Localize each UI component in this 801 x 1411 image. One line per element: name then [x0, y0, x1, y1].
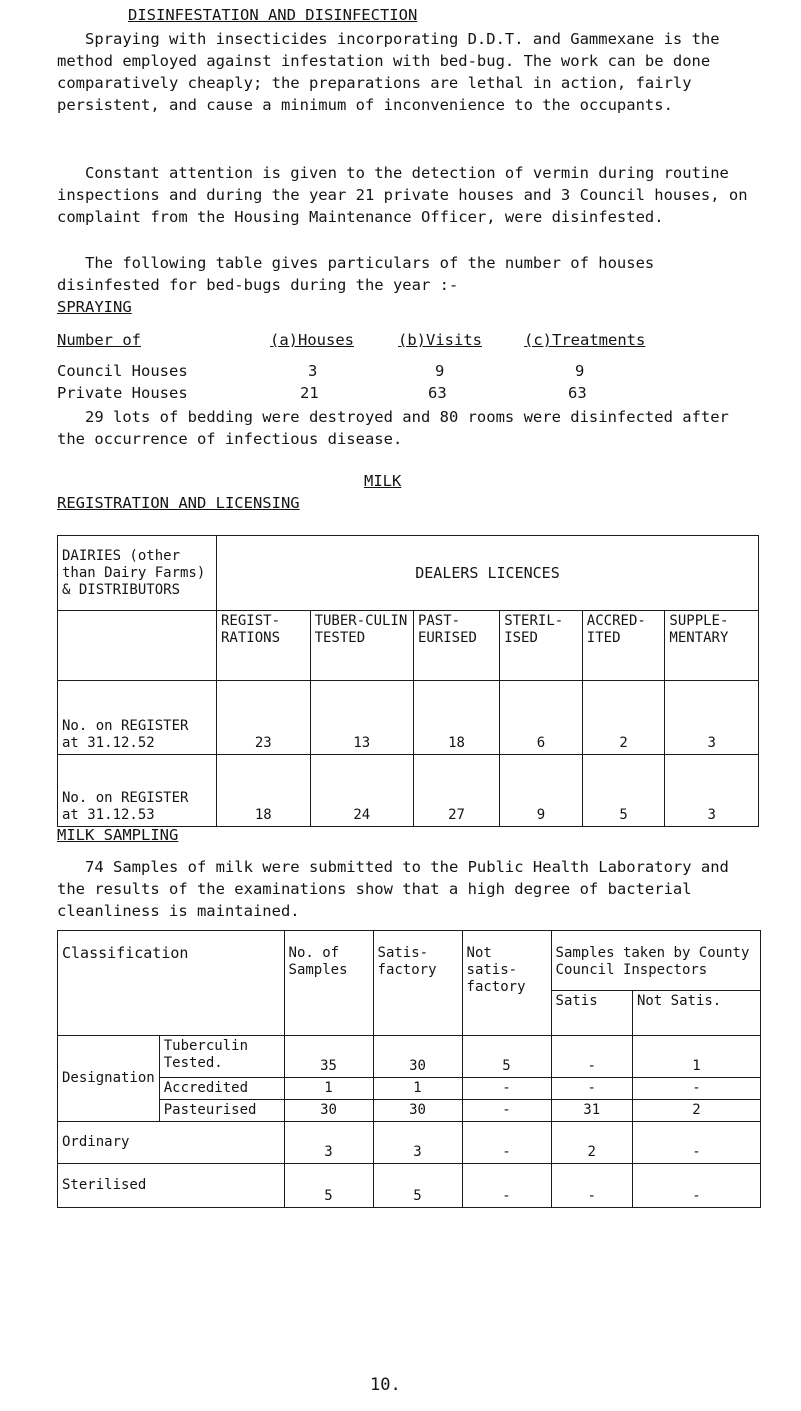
col-header: REGIST-RATIONS: [217, 611, 311, 681]
table-cell: -: [632, 1164, 760, 1208]
table-cell: 30: [373, 1036, 462, 1078]
page-title: DISINFESTATION AND DISINFECTION: [128, 6, 418, 24]
row-label: Accredited: [159, 1078, 284, 1100]
col-header: PAST-EURISED: [413, 611, 499, 681]
paragraph-table-intro: The following table gives particulars of the number of houses disinfested for bed-bugs during the year :-: [57, 254, 655, 294]
spraying-header-treatments: (c)Treatments: [524, 331, 646, 349]
sampling-heading: MILK SAMPLING: [57, 826, 179, 844]
col-header: SUPPLE-MENTARY: [665, 611, 759, 681]
table-cell: 18: [413, 681, 499, 755]
no-samples-header: No. of Samples: [284, 931, 373, 1036]
spraying-header-visits: (b)Visits: [398, 331, 482, 349]
table-cell: -: [462, 1122, 551, 1164]
sampling-text: 74 Samples of milk were submitted to the Public Health Laboratory and the results of the examinations show that a high degree of bacterial cleanliness is maintained.: [57, 858, 729, 920]
paragraph-spraying: Spraying with insecticides incorporating D.D.T. and Gammexane is the method employed against infestation with bed-bug. The work can be done comparatively cheaply; the preparations are lethal in action, fairly persistent, and cause a minimum of inconvenience to the occupants.: [57, 30, 720, 114]
table-cell: 5: [462, 1036, 551, 1078]
classification-header: Classification: [58, 931, 285, 1036]
table-cell: -: [632, 1122, 760, 1164]
table-cell: 5: [373, 1164, 462, 1208]
table-cell: 23: [217, 681, 311, 755]
designation-label: Designation: [58, 1036, 160, 1122]
dealers-licences-header: DEALERS LICENCES: [217, 536, 759, 611]
spraying-row-value: 63: [568, 384, 587, 402]
dairies-header: DAIRIES (other than Dairy Farms) & DISTRIBUTORS: [58, 536, 217, 611]
not-satis-header: Not Satis.: [632, 991, 760, 1036]
table-cell: 13: [310, 681, 413, 755]
spraying-row-label: Private Houses: [57, 384, 188, 402]
table-cell: 1: [373, 1078, 462, 1100]
sampling-table: [57, 930, 761, 1208]
col-header: ACCRED-ITED: [582, 611, 665, 681]
paragraph-vermin: Constant attention is given to the detection of vermin during routine inspections and during the year 21 private houses and 3 Council houses, on complaint from the Housing Maintenance Officer, were disinfested.: [57, 164, 748, 226]
table-cell: -: [632, 1078, 760, 1100]
table-cell: 30: [284, 1100, 373, 1122]
table-cell: 5: [284, 1164, 373, 1208]
spraying-row-value: 9: [575, 362, 585, 380]
col-header: TUBER-CULIN TESTED: [310, 611, 413, 681]
spraying-row-value: 3: [308, 362, 318, 380]
table-cell: 2: [551, 1122, 632, 1164]
table-cell: 31: [551, 1100, 632, 1122]
spraying-note: 29 lots of bedding were destroyed and 80 rooms were disinfected after the occurrence of infectious disease.: [57, 408, 729, 448]
table-cell: -: [462, 1078, 551, 1100]
spraying-row-value: 9: [435, 362, 445, 380]
table-cell: 9: [500, 755, 583, 827]
spraying-row-value: 63: [428, 384, 447, 402]
table-cell: 2: [582, 681, 665, 755]
table-cell: 5: [582, 755, 665, 827]
table-cell: -: [551, 1036, 632, 1078]
table-cell: 6: [500, 681, 583, 755]
table-cell: 2: [632, 1100, 760, 1122]
table-cell: 35: [284, 1036, 373, 1078]
row-label: Pasteurised: [159, 1100, 284, 1122]
satis-header: Satis: [551, 991, 632, 1036]
satisfactory-header: Satis-factory: [373, 931, 462, 1036]
table-cell: 1: [284, 1078, 373, 1100]
spraying-header-number: Number of: [57, 331, 141, 349]
spraying-heading: SPRAYING: [57, 298, 132, 316]
table-cell: -: [462, 1164, 551, 1208]
table-cell: 3: [373, 1122, 462, 1164]
table-cell: 1: [632, 1036, 760, 1078]
row-label: No. on REGISTER at 31.12.52: [58, 681, 217, 755]
col-header: STERIL-ISED: [500, 611, 583, 681]
spraying-row-value: 21: [300, 384, 319, 402]
row-label: Tuberculin Tested.: [159, 1036, 284, 1078]
table-cell: 27: [413, 755, 499, 827]
table-cell: 3: [284, 1122, 373, 1164]
county-samples-header: Samples taken by County Council Inspectors: [551, 931, 760, 991]
row-label: No. on REGISTER at 31.12.53: [58, 755, 217, 827]
table-cell: 3: [665, 681, 759, 755]
not-satisfactory-header: Not satis-factory: [462, 931, 551, 1036]
registration-corner-cell: [58, 611, 217, 681]
row-label: Sterilised: [58, 1164, 285, 1208]
table-cell: -: [462, 1100, 551, 1122]
registration-heading: REGISTRATION AND LICENSING: [57, 494, 300, 512]
page-number: 10.: [370, 1375, 401, 1395]
table-cell: -: [551, 1078, 632, 1100]
table-cell: -: [551, 1164, 632, 1208]
spraying-header-houses: (a)Houses: [270, 331, 354, 349]
table-cell: 3: [665, 755, 759, 827]
table-cell: 30: [373, 1100, 462, 1122]
registration-table: [57, 535, 759, 827]
milk-title: MILK: [364, 472, 402, 490]
row-label: Ordinary: [58, 1122, 285, 1164]
spraying-row-label: Council Houses: [57, 362, 188, 380]
table-cell: 24: [310, 755, 413, 827]
table-cell: 18: [217, 755, 311, 827]
